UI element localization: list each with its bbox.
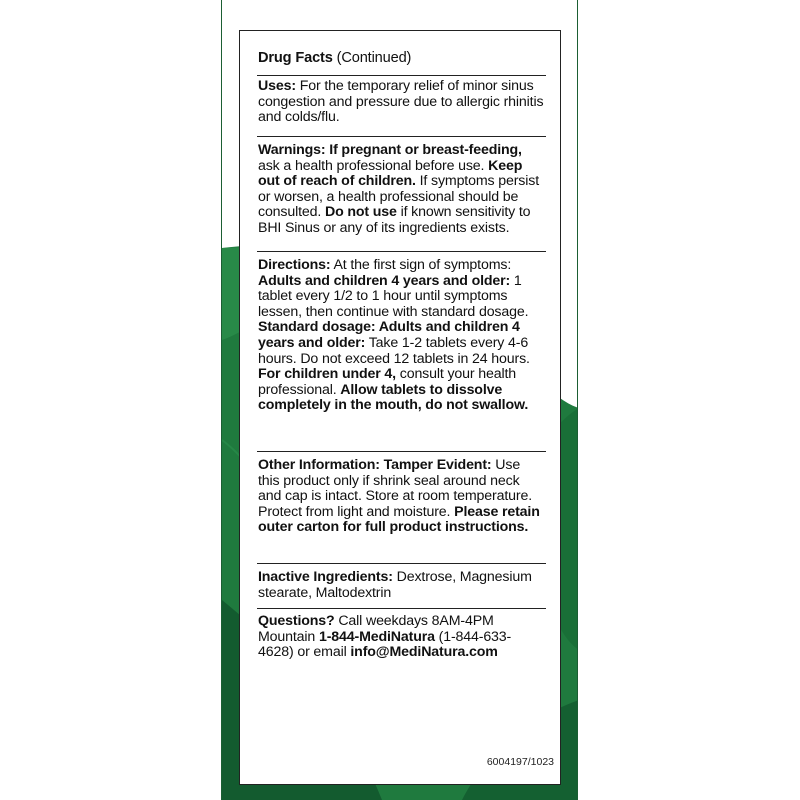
divider	[257, 75, 546, 76]
product-code: 6004197/1023	[486, 756, 554, 768]
warnings-section: Warnings: If pregnant or breast-feeding, ask a health professional before use. Keep out of reach of children. If symptoms persist or worsen, a health professional should be consulted. Do not use if known sensitivity to BHI Sinus or any of its ingredients exists.	[258, 142, 539, 236]
directions-section: Directions: At the first sign of symptoms: Adults and children 4 years and older: 1 tablet every 1/2 to 1 hour until symptoms lessen, then continue with standard dosage. Standard dosage: Adults and children 4 years and older: Take 1-2 tablets every 4-6 hours. Do not exceed 12 tablets in 24 hours. For children under 4, consult your health professional. Allow tablets to dissolve completely in the mouth, do not swallow.	[258, 257, 530, 414]
inactive-ingredients-section: Inactive Ingredients: Dextrose, Magnesium stearate, Maltodextrin	[258, 569, 532, 601]
divider	[257, 451, 546, 452]
other-information-section: Other Information: Tamper Evident: Use this product only if shrink seal around neck and cap is intact. Store at room temperature. Protect from light and moisture. Please retain outer carton for full product instructions.	[258, 457, 540, 536]
questions-section: Questions? Call weekdays 8AM-4PM Mountain 1-844-MediNatura (1-844-633-4628) or email info@MediNatura.com	[258, 613, 512, 661]
divider	[257, 563, 546, 564]
divider	[257, 136, 546, 137]
drug-facts-panel	[239, 30, 561, 785]
drug-facts-title: Drug Facts (Continued)	[258, 50, 412, 66]
carton-panel	[221, 0, 578, 800]
divider	[257, 608, 546, 609]
uses-section: Uses: For the temporary relief of minor sinus congestion and pressure due to allergic rhinitis and colds/flu.	[258, 78, 544, 126]
divider	[257, 251, 546, 252]
